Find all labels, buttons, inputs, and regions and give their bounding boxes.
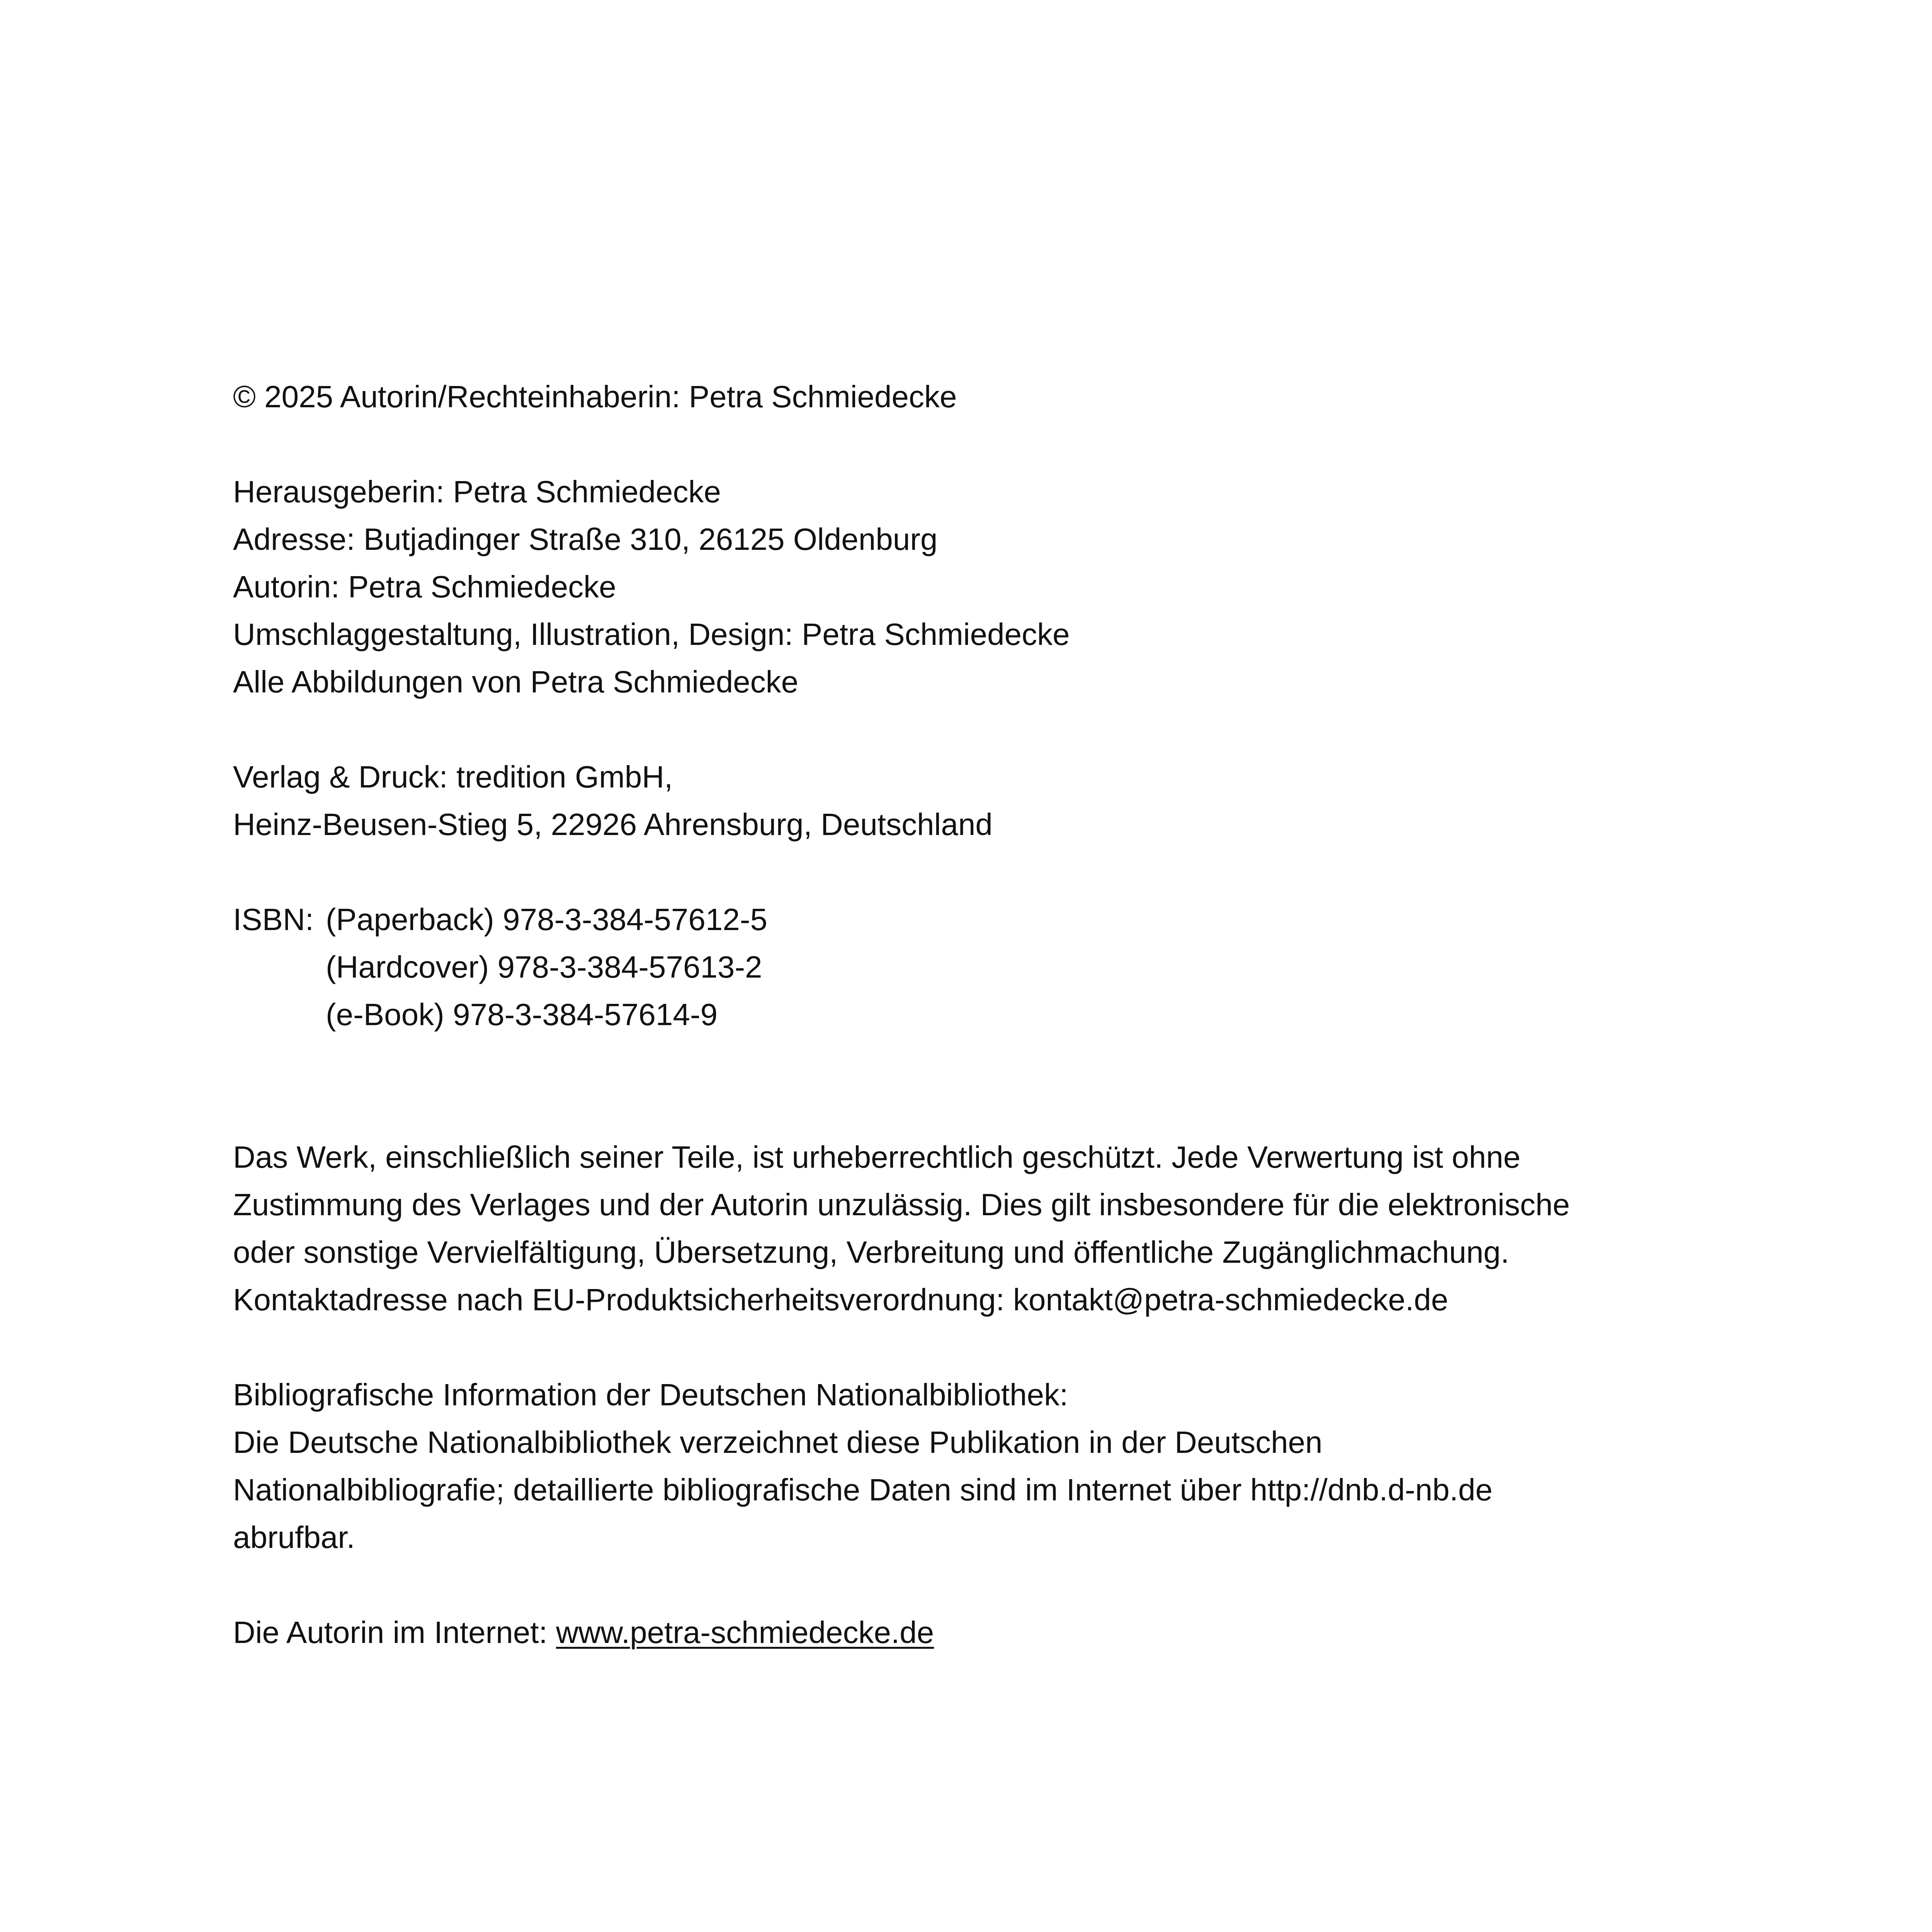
spacer: [233, 420, 1817, 468]
isbn-row-ebook: [233, 991, 1817, 1038]
address-line: Adresse: Butjadinger Straße 310, 26125 Oldenburg: [233, 522, 938, 556]
author-line: Autorin: Petra Schmiedecke: [233, 570, 616, 604]
rights-block: [233, 1133, 1817, 1323]
isbn-row-hardcover: [233, 943, 1817, 991]
rights-line: Zustimmung des Verlages und der Autorin unzulässig. Dies gilt insbesondere für die elektronische: [233, 1187, 1570, 1222]
website-label: Die Autorin im Internet:: [233, 1615, 556, 1650]
isbn-label: ISBN:: [233, 902, 314, 937]
isbn-paperback: (Paperback) 978-3-384-57612-5: [326, 902, 767, 937]
design-line: Umschlaggestaltung, Illustration, Design: Petra Schmiedecke: [233, 617, 1070, 651]
spacer: [233, 1561, 1817, 1609]
bibliography-line: Die Deutsche Nationalbibliothek verzeichnet diese Publikation in der Deutschen: [233, 1425, 1323, 1459]
isbn-block: [233, 896, 1817, 1038]
bibliography-heading: Bibliografische Information der Deutschen Nationalbibliothek:: [233, 1378, 1068, 1412]
isbn-row-paperback: [233, 896, 1817, 943]
bibliography-line: abrufbar.: [233, 1520, 355, 1554]
rights-line: oder sonstige Vervielfältigung, Übersetzung, Verbreitung und öffentliche Zugänglichmachung.: [233, 1235, 1509, 1269]
publisher-editor-line: Herausgeberin: Petra Schmiedecke: [233, 474, 721, 509]
imprint-page: [233, 373, 1817, 1656]
website-link[interactable]: www.petra-schmiedecke.de: [556, 1615, 934, 1650]
spacer: [233, 848, 1817, 896]
publisher-block: [233, 753, 1817, 848]
contact-line: Kontaktadresse nach EU-Produktsicherheitsverordnung: kontakt@petra-schmiedecke.de: [233, 1282, 1449, 1317]
illustrations-line: Alle Abbildungen von Petra Schmiedecke: [233, 665, 799, 699]
rights-line: Das Werk, einschließlich seiner Teile, ist urheberrechtlich geschützt. Jede Verwertung ist ohne: [233, 1140, 1520, 1174]
publisher-address-line: Heinz-Beusen-Stieg 5, 22926 Ahrensburg, Deutschland: [233, 807, 993, 842]
copyright-line: © 2025 Autorin/Rechteinhaberin: Petra Schmiedecke: [233, 379, 957, 414]
publisher-name-line: Verlag & Druck: tredition GmbH,: [233, 760, 673, 794]
isbn-hardcover: (Hardcover) 978-3-384-57613-2: [326, 950, 762, 984]
website-line: [233, 1609, 1817, 1656]
spacer: [233, 1323, 1817, 1371]
isbn-ebook: (e-Book) 978-3-384-57614-9: [326, 997, 718, 1032]
spacer: [233, 706, 1817, 753]
credits-block: [233, 468, 1817, 706]
spacer: [233, 1038, 1817, 1133]
bibliography-line: Nationalbibliografie; detaillierte bibliografische Daten sind im Internet über http://dnb.d-nb.de: [233, 1473, 1493, 1507]
bibliography-block: [233, 1371, 1817, 1561]
